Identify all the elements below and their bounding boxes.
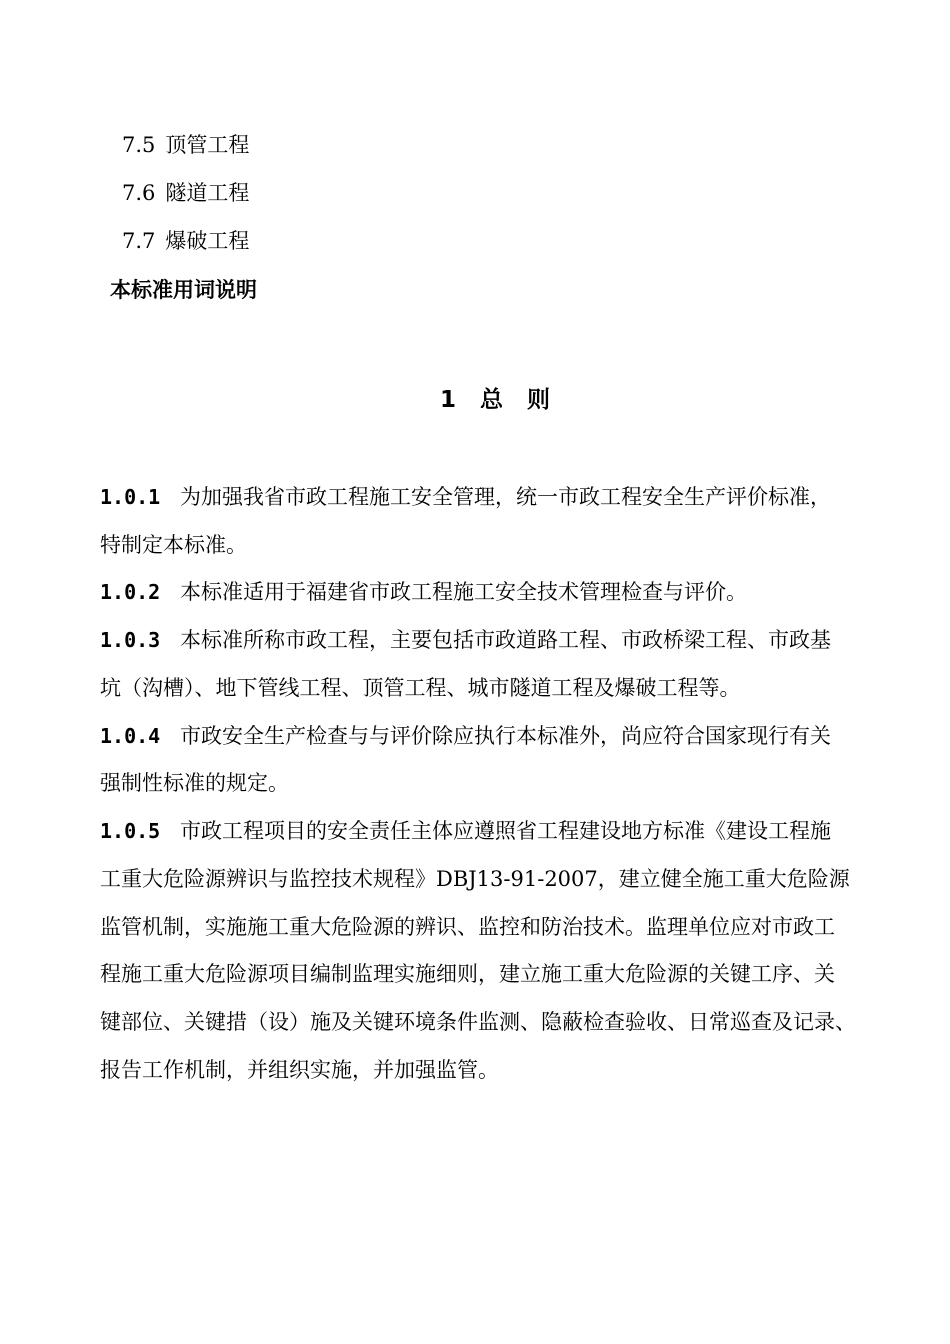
clause-text: 键部位、关键措（设）施及关键环境条件监测、隐蔽检查验收、日常巡查及记录、: [100, 1010, 856, 1034]
clause-number: 1.0.5: [100, 819, 161, 843]
clause-number: 1.0.4: [100, 724, 161, 748]
toc-item-label: 爆破工程: [165, 229, 250, 253]
clause-text: 坑（沟槽）、地下管线工程、顶管工程、城市隧道工程及爆破工程等。: [100, 676, 741, 700]
toc-item-label: 顶管工程: [165, 133, 250, 157]
toc-item-number: 7.7: [122, 229, 156, 253]
chapter-title-part1: 总: [480, 387, 503, 413]
clause-text: 市政工程项目的安全责任主体应遵照省工程建设地方标准《建设工程施: [180, 819, 831, 843]
clause-text: 本标准适用于福建省市政工程施工安全技术管理检查与评价。: [180, 580, 747, 604]
clause-text: 强制性标准的规定。: [100, 771, 289, 795]
clause-1-0-3-line-2: [100, 674, 741, 702]
clause-1-0-5-line-3: [100, 913, 835, 941]
clause-number: 1.0.1: [100, 485, 161, 509]
toc-item-label: 隧道工程: [165, 181, 250, 205]
toc-item-number: 7.6: [122, 181, 156, 205]
toc-item-7-6: [122, 179, 249, 207]
toc-item-7-7: [122, 227, 249, 255]
clause-text: 监管机制，实施施工重大危险源的辨识、监控和防治技术。监理单位应对市政工: [100, 915, 835, 939]
clause-text: 报告工作机制，并组织实施，并加强监管。: [100, 1058, 499, 1082]
chapter-title: [0, 385, 950, 415]
clause-number: 1.0.3: [100, 628, 161, 652]
clause-text: 为加强我省市政工程施工安全管理，统一市政工程安全生产评价标准，: [180, 485, 831, 509]
toc-appendix: 本标准用词说明: [110, 278, 257, 302]
clause-1-0-1-line-1: [100, 483, 831, 511]
clause-1-0-5-line-2: [100, 865, 850, 893]
clause-text: 本标准所称市政工程，主要包括市政道路工程、市政桥梁工程、市政基: [180, 628, 831, 652]
chapter-title-part2: 则: [527, 387, 550, 413]
clause-1-0-5-line-6: [100, 1056, 499, 1084]
clause-1-0-5-line-5: [100, 1008, 856, 1036]
clause-1-0-5-line-1: [100, 817, 831, 845]
clause-1-0-4-line-1: [100, 722, 831, 750]
clause-1-0-2-line-1: [100, 578, 747, 606]
clause-text: 工重大危险源辨识与监控技术规程》DBJ13-91-2007，建立健全施工重大危险源: [100, 867, 850, 891]
clause-1-0-5-line-4: [100, 960, 835, 988]
toc-item-number: 7.5: [122, 133, 156, 157]
clause-text: 市政安全生产检查与与评价除应执行本标准外，尚应符合国家现行有关: [180, 724, 831, 748]
clause-number: 1.0.2: [100, 580, 161, 604]
clause-1-0-1-line-2: [100, 531, 247, 559]
chapter-number: 1: [439, 387, 456, 413]
toc-item-7-5: [122, 131, 249, 159]
clause-1-0-4-line-2: [100, 769, 289, 797]
clause-1-0-3-line-1: [100, 626, 831, 654]
clause-text: 程施工重大危险源项目编制监理实施细则，建立施工重大危险源的关键工序、关: [100, 962, 835, 986]
clause-text: 特制定本标准。: [100, 533, 247, 557]
